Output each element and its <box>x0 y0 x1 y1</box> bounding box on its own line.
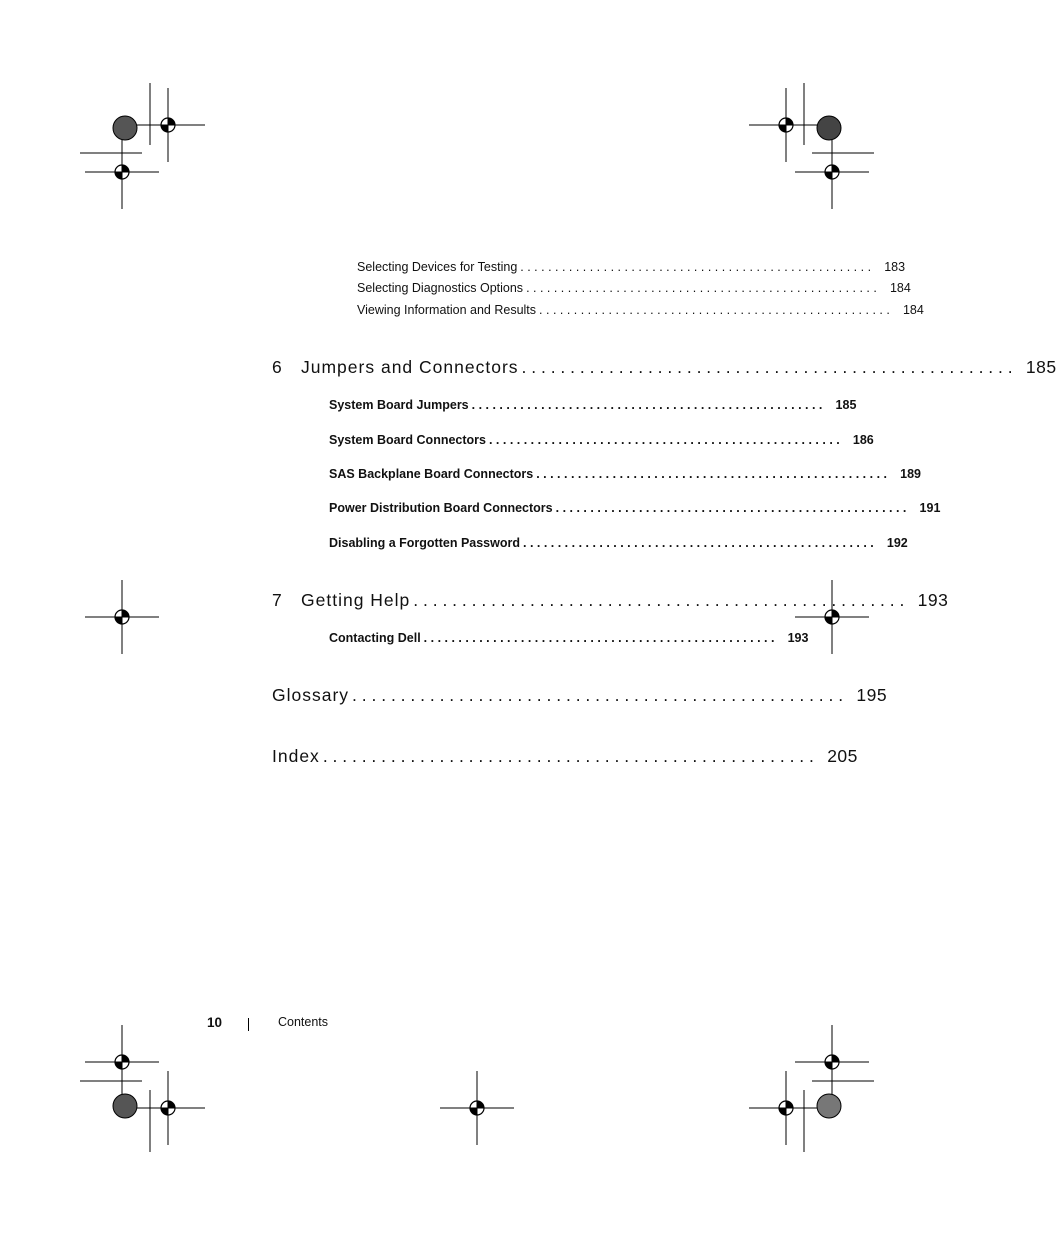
dot-leader: . . . . . . . . . . . . . . . . . . . . . . . . . . . . . . . . . . . . . . . . . . . . . . . . . . . <box>536 467 887 481</box>
toc-section[interactable] <box>329 467 921 481</box>
dot-leader: . . . . . . . . . . . . . . . . . . . . . . . . . . . . . . . . . . . . . . . . . . . . . . . . . . . <box>471 398 823 412</box>
starburst-mark-bottom-right <box>817 1094 841 1118</box>
running-footer-section: Contents <box>278 1015 329 1029</box>
dot-leader: . . . . . . . . . . . . . . . . . . . . . . . . . . . . . . . . . . . . . . . . . . . . . . . . . . . <box>413 590 905 610</box>
chapter-number: 7 <box>272 590 283 610</box>
toc-entry[interactable] <box>357 281 911 295</box>
toc-section[interactable] <box>329 433 874 447</box>
toc-glossary[interactable] <box>272 685 888 706</box>
toc-section[interactable] <box>329 631 809 645</box>
toc-index[interactable] <box>272 746 858 767</box>
dot-leader: . . . . . . . . . . . . . . . . . . . . . . . . . . . . . . . . . . . . . . . . . . . . . . . . . . . <box>520 260 872 274</box>
crosshair-mark-top-left <box>131 88 205 162</box>
crosshair-mark-bottom-right-2 <box>749 1071 823 1145</box>
dot-leader: . . . . . . . . . . . . . . . . . . . . . . . . . . . . . . . . . . . . . . . . . . . . . . . . . . . <box>526 281 877 295</box>
section-page: 192 <box>886 536 908 550</box>
section-page: 193 <box>787 631 809 645</box>
chapter-page: 185 <box>1025 357 1057 377</box>
section-page: 189 <box>900 467 921 481</box>
chapter-heading <box>272 357 519 378</box>
crosshair-mark-middle-left <box>85 580 159 654</box>
dot-leader: . . . . . . . . . . . . . . . . . . . . . . . . . . . . . . . . . . . . . . . . . . . . . . . . . . . <box>555 501 907 515</box>
toc-chapter-6[interactable] <box>272 357 1057 378</box>
section-page: 186 <box>852 433 874 447</box>
section-label: Contacting Dell <box>329 631 421 645</box>
toc-entry-label: Selecting Diagnostics Options <box>357 281 524 295</box>
toc-entry-page: 184 <box>889 281 911 295</box>
crosshair-mark-top-right-2 <box>795 135 869 209</box>
toc-entry-page: 183 <box>884 260 906 274</box>
toc-section[interactable] <box>329 536 908 550</box>
chapter-title: Jumpers and Connectors <box>301 357 519 377</box>
glossary-page: 195 <box>856 685 888 705</box>
footer-separator <box>248 1018 249 1031</box>
toc-entry[interactable] <box>357 260 906 274</box>
toc-entry-label: Selecting Devices for Testing <box>357 260 518 274</box>
dot-leader: . . . . . . . . . . . . . . . . . . . . . . . . . . . . . . . . . . . . . . . . . . . . . . . . . . . <box>352 685 844 705</box>
glossary-title: Glossary <box>272 685 350 705</box>
toc-section[interactable] <box>329 398 857 412</box>
starburst-mark-top-left <box>113 116 137 140</box>
crosshair-mark-top-left-2 <box>85 135 159 209</box>
section-label: SAS Backplane Board Connectors <box>329 467 534 481</box>
index-title: Index <box>272 746 320 766</box>
crosshair-mark-bottom-left <box>85 1025 159 1099</box>
section-label: Power Distribution Board Connectors <box>329 501 553 515</box>
chapter-heading <box>272 590 410 611</box>
starburst-mark-top-right <box>817 116 841 140</box>
toc-chapter-7[interactable] <box>272 590 949 611</box>
section-label: System Board Jumpers <box>329 398 469 412</box>
page-number: 10 <box>207 1015 223 1030</box>
toc-entry-label: Viewing Information and Results <box>357 303 537 317</box>
section-label: System Board Connectors <box>329 433 486 447</box>
crosshair-mark-bottom-center <box>440 1071 514 1145</box>
index-page: 205 <box>827 746 858 766</box>
section-label: Disabling a Forgotten Password <box>329 536 520 550</box>
starburst-mark-bottom-left <box>113 1094 137 1118</box>
toc-entry-page: 184 <box>902 303 924 317</box>
toc-section[interactable] <box>329 501 941 515</box>
crosshair-mark-bottom-left-2 <box>131 1071 205 1145</box>
chapter-title: Getting Help <box>301 590 411 610</box>
crosshair-mark-bottom-right <box>795 1025 869 1099</box>
dot-leader: . . . . . . . . . . . . . . . . . . . . . . . . . . . . . . . . . . . . . . . . . . . . . . . . . . . <box>523 536 874 550</box>
section-page: 191 <box>919 501 941 515</box>
dot-leader: . . . . . . . . . . . . . . . . . . . . . . . . . . . . . . . . . . . . . . . . . . . . . . . . . . . <box>423 631 775 645</box>
crosshair-mark-top-right <box>749 88 823 162</box>
dot-leader: . . . . . . . . . . . . . . . . . . . . . . . . . . . . . . . . . . . . . . . . . . . . . . . . . . . <box>521 357 1013 377</box>
chapter-page: 193 <box>917 590 949 610</box>
dot-leader: . . . . . . . . . . . . . . . . . . . . . . . . . . . . . . . . . . . . . . . . . . . . . . . . . . . <box>488 433 840 447</box>
toc-entry[interactable] <box>357 303 924 317</box>
dot-leader: . . . . . . . . . . . . . . . . . . . . . . . . . . . . . . . . . . . . . . . . . . . . . . . . . . . <box>322 746 814 766</box>
section-page: 185 <box>835 398 857 412</box>
chapter-number: 6 <box>272 357 283 377</box>
dot-leader: . . . . . . . . . . . . . . . . . . . . . . . . . . . . . . . . . . . . . . . . . . . . . . . . . . . <box>539 303 890 317</box>
